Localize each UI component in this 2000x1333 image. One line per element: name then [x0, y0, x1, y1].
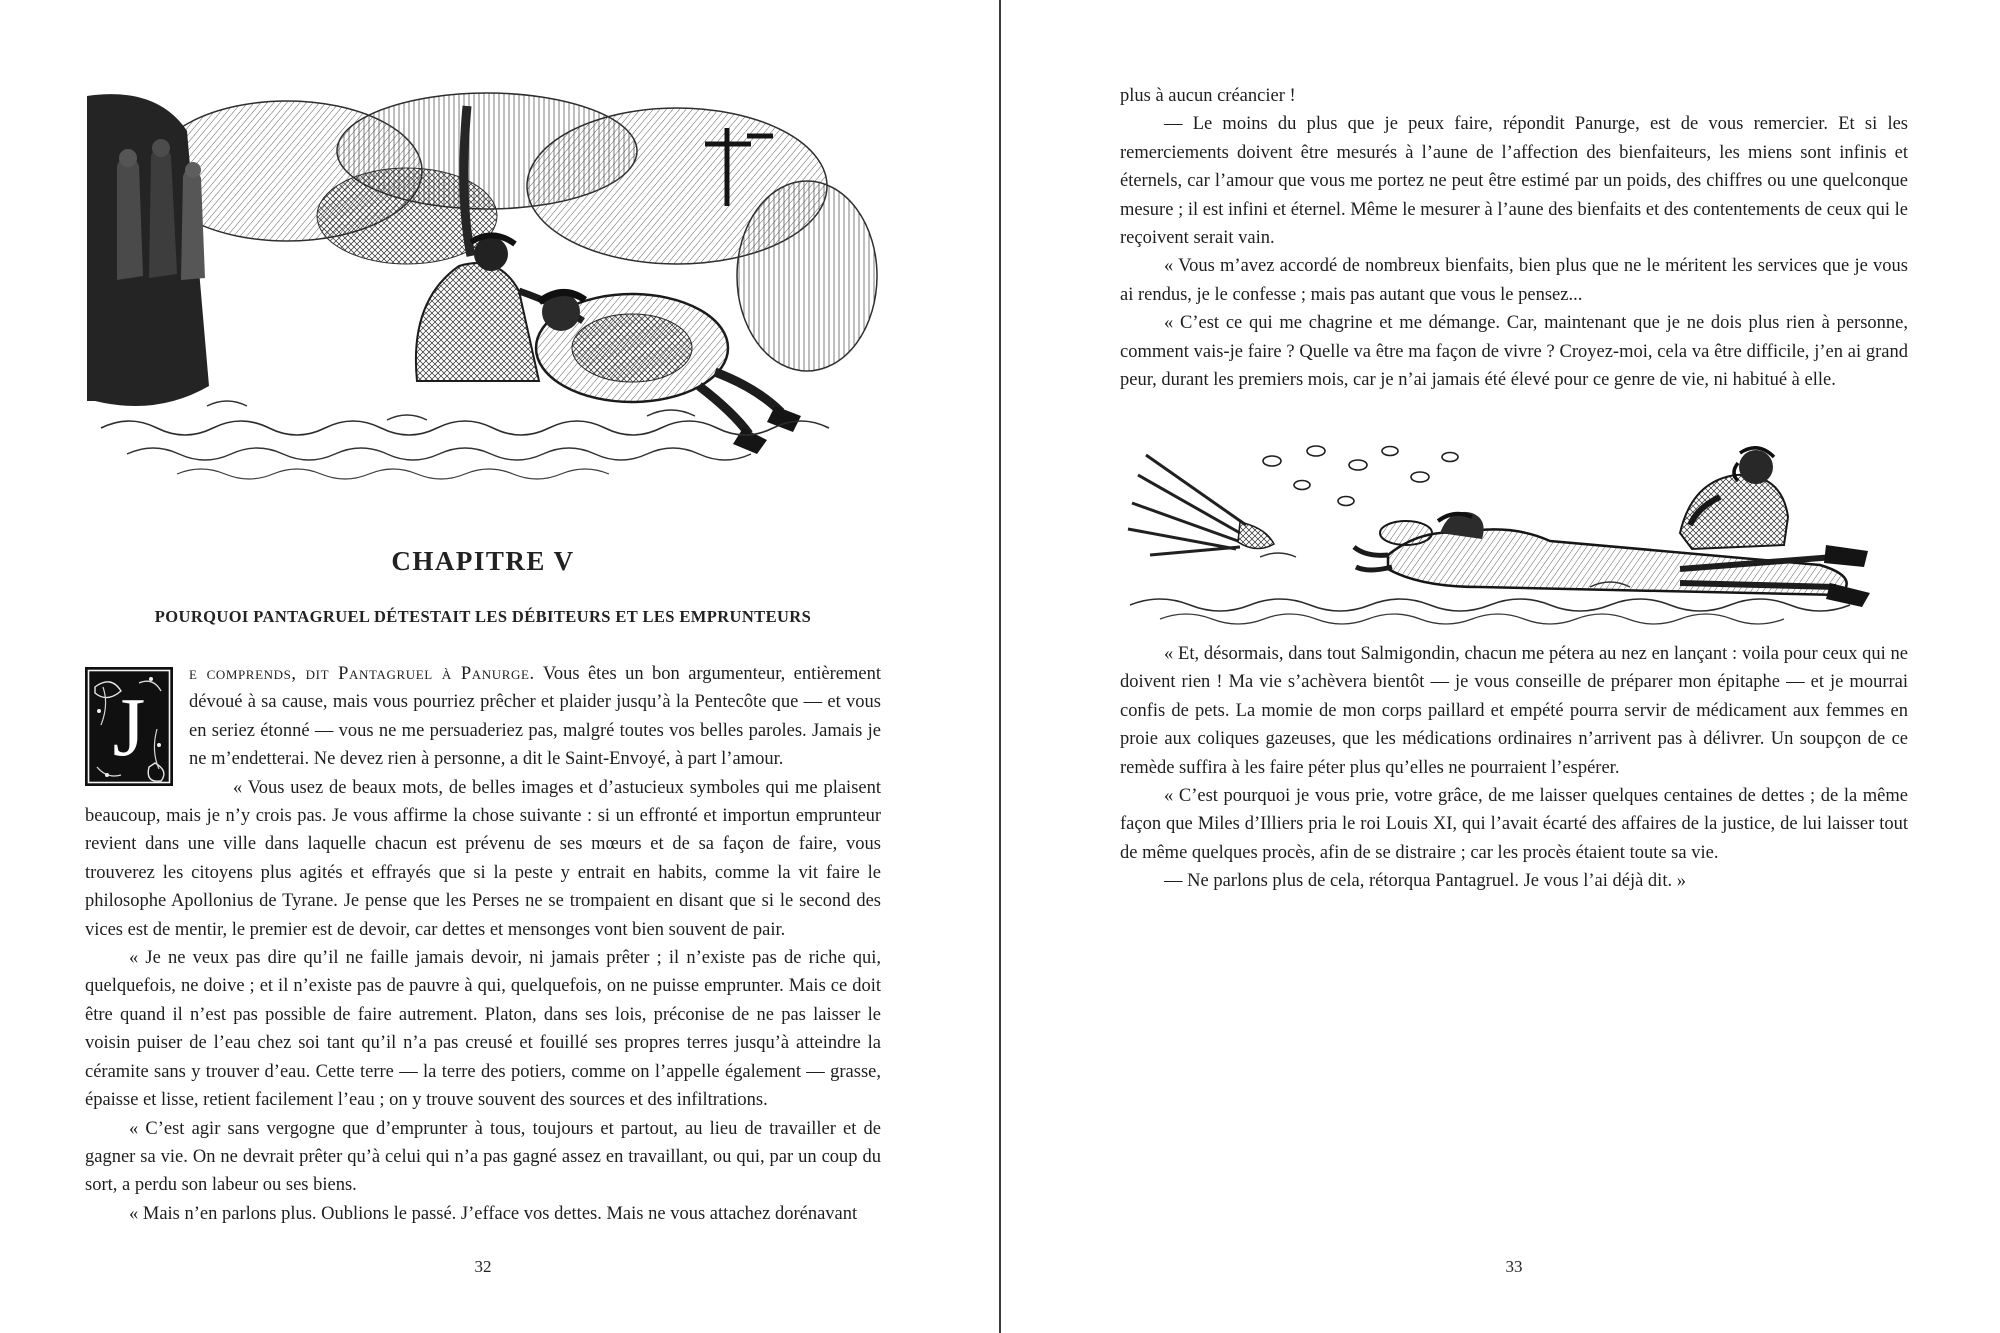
paragraph: « C’est pourquoi je vous prie, votre grâce, de me laisser quelques centaines de dettes ; de la même façon que Miles d’Illiers pria le roi Louis XI, qui l’avait écarté des affaires de la justice, de lui laisser tout de même quelques procès, afin de se distraire ; car les procès étaient toute sa vie.: [1120, 786, 1908, 863]
page-gutter-divider: [999, 0, 1001, 1333]
opening-smallcaps: e comprends, dit Pantagruel à Panurge.: [189, 664, 535, 684]
right-page-upper-body: [1120, 82, 1908, 394]
paragraph: « Vous usez de beaux mots, de belles images et d’astucieux symboles qui me plaisent beaucoup, mais je n’y crois pas. Je vous affirme la chose suivante : si un effronté et importun emprunteur revient dans une ville dans laquelle chacun est prévenu de ses mœurs et de sa façon de faire, vous trouverez les citoyens plus agités et effrayés que si la peste y entrait en habits, comme la vit faire le philosophe Apollonius de Tyrane. Je pense que les Perses ne se trompaient en disant que si le second des vices est de mentir, le premier est de devoir, car dettes et mensonges vont bien souvent de pair.: [85, 777, 881, 940]
chapter-subtitle: POURQUOI PANTAGRUEL DÉTESTAIT LES DÉBITEURS ET LES EMPRUNTEURS: [154, 607, 812, 626]
paragraph: « C’est ce qui me chagrine et me démange. Car, maintenant que je ne dois plus rien à personne, comment vais-je faire ? Quelle va être ma façon de vivre ? Croyez-moi, cela va être difficile, j’en ai grand peur, durant les premiers mois, car je n’ai jamais été élevé pour ce genre de vie, ni habitué à elle.: [1120, 313, 1908, 391]
paragraph: « Mais n’en parlons plus. Oublions le passé. J’efface vos dettes. Mais ne vous attachez dorénavant: [129, 1203, 858, 1224]
paragraph: — Le moins du plus que je peux faire, répondit Panurge, est de vous remercier. Et si les remerciements doivent être mesurés à l’aune de l’affection des bienfaiteurs, les miens sont infinis et éternels, car l’amour que vous me portez ne peut être estimé par un poids, des chiffres ou une quelconque mesure ; il est infini et éternel. Même le mesurer à l’aune des bienfaits et des contentements de ceux qui le reçoivent serait vain.: [1120, 114, 1908, 249]
paragraph: « Je ne veux pas dire qu’il ne faille jamais devoir, ni jamais prêter ; il n’existe pas de riche qui, quelquefois, ne doive ; et il n’existe pas de pauvre à qui, quelquefois, on ne puisse emprunter. Mais ce doit être quand il n’est pas possible de faire autrement. Platon, dans ses lois, préconise de ne pas laisser le voisin puiser de l’eau chez soi tant qu’il n’a pas creusé et fouillé ses propres terres jusqu’à atteindre la céramite sans y trouver d’eau. Cette terre — la terre des potiers, comme on l’appelle également — grasse, épaisse et lisse, retient facilement l’eau ; on y trouve souvent des sources et des infiltrations.: [85, 948, 881, 1111]
left-page-body: [85, 660, 881, 1228]
ornate-dropcap-J: [85, 667, 173, 786]
paragraph: — Ne parlons plus de cela, rétorqua Pantagruel. Je vous l’ai déjà dit. »: [1164, 871, 1686, 892]
left-page: [85, 0, 881, 1333]
engraving-fallen-man-illustration: [87, 76, 879, 488]
left-page-number: 32: [474, 1257, 492, 1276]
paragraph: « C’est agir sans vergogne que d’emprunter à tous, toujours et partout, au lieu de travailler et de gagner sa vie. On ne devrait prêter qu’à celui qui n’a pas gagné assez en travaillant, ou qui, par un coup du sort, a perdu son labeur ou ses biens.: [85, 1118, 881, 1196]
opening-rest: Vous êtes un bon argumenteur, entièrement dévoué à sa cause, mais vous pourriez prêcher et plaider jusqu’à la Pentecôte que — et vous en seriez étonné — vous ne me persuaderiez pas, malgré toutes vos belles paroles. Jamais je ne m’endetterai. Ne devez rien à personne, a dit le Saint-Envoyé, à part l’amour.: [189, 664, 881, 770]
right-page-lower-body: [1120, 640, 1908, 896]
paragraph-continuation: plus à aucun créancier !: [1120, 86, 1296, 106]
paragraph-opening: [85, 660, 881, 774]
right-page-number: 33: [1505, 1257, 1523, 1276]
paragraph: « Vous m’avez accordé de nombreux bienfaits, bien plus que ne le méritent les services que je vous ai rendus, je le confesse ; mais pas autant que vous le pensez...: [1120, 256, 1908, 305]
engraving-prone-man-coins-illustration: [1120, 437, 1908, 627]
paragraph: « Et, désormais, dans tout Salmigondin, chacun me pétera au nez en lançant : voila pour ceux qui ne doivent rien ! Ma vie s’achèvera bientôt — je vous conseille de préparer mon épitaphe — et je mourrai confis de pets. La momie de mon corps paillard et empété pourra servir de médicament aux femmes en proie aux coliques gazeuses, que les médications ordinaires n’arrivent pas à délivrer. Un soupçon de ce remède suffira à les faire péter plus qu’elles ne pourraient l’espérer.: [1120, 644, 1908, 778]
right-page: [1120, 0, 1908, 1333]
dropcap-letter: J: [112, 681, 146, 774]
chapter-title: CHAPITRE V: [391, 546, 575, 576]
